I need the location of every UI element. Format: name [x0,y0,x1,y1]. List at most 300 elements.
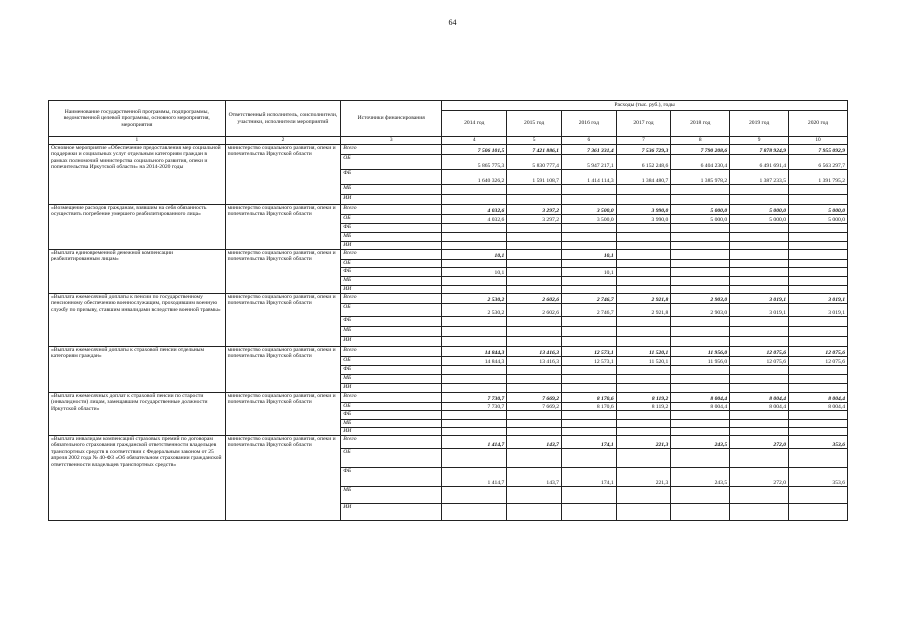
expense-value [616,384,671,393]
expense-value: 12 075,6 [730,347,789,357]
expense-value: 272,0 [730,468,789,487]
expense-value: 5 000,0 [789,215,848,224]
expense-value [789,268,848,277]
expense-value: 243,5 [671,436,730,449]
expense-value [616,375,671,384]
expense-value [442,224,507,233]
expense-value [730,317,789,327]
expense-value: 6 152 248,6 [616,155,671,170]
expense-value [616,185,671,195]
expense-value [671,337,730,347]
column-number: 7 [616,137,671,145]
expense-value [616,337,671,347]
expense-value [730,286,789,294]
expense-value: 14 844,3 [442,347,507,357]
expense-value: 7 730,7 [442,403,507,411]
header-executor: Ответственный исполнитель, соисполнители, участники, исполнители мероприятий [225,101,341,137]
expense-value: 13 416,3 [507,357,562,366]
measure-name: Основное мероприятие «Обеспечение предоставления мер социальной поддержки и социальных услуг отдельным категориям граждан в рамках полномочий министерства социального развития, опеки и попечительства Иркутской области» на 2014-2020 годы [49,145,226,205]
expense-value [789,337,848,347]
measure-executor: министерство социального развития, опеки и попечительства Иркутской области [225,436,341,521]
expense-value: 1 414,7 [442,436,507,449]
expense-value: 3 019,1 [789,304,848,317]
expense-value: 5 000,0 [730,205,789,215]
expense-value [789,233,848,242]
expense-value: 12 573,1 [561,347,616,357]
column-number: 6 [561,137,616,145]
funding-source: ИИ [341,195,442,205]
expense-value [561,504,616,521]
expense-value [671,286,730,294]
column-number: 3 [341,137,442,145]
expense-value: 143,7 [507,436,562,449]
expense-value [789,420,848,428]
header-year: 2016 год [561,111,616,137]
expense-value: 8 004,4 [730,403,789,411]
table-row [49,347,848,357]
funding-source: Всего [341,294,442,304]
header-source: Источники финансирования [341,101,442,137]
expense-value [730,366,789,375]
expense-value: 8 004,4 [789,393,848,403]
expense-value [789,224,848,233]
measure-name: «Выплата ежемесячной доплаты к пенсии по государственному пенсионному обеспечению военнослужащим, проходившим военную службу по призыву, ставшим инвалидами вследствие военной травмы» [49,294,226,347]
column-number-row [49,137,848,145]
expense-value [442,260,507,268]
expense-value: 7 790 208,6 [671,145,730,155]
expense-value: 8 170,6 [561,403,616,411]
expense-value [616,268,671,277]
expense-value [616,428,671,436]
expense-value [561,384,616,393]
expense-value: 2 602,6 [507,304,562,317]
expense-value [442,277,507,286]
funding-source: ФБ [341,468,442,487]
expense-value [616,327,671,337]
funding-source: ОБ [341,403,442,411]
expense-value: 7 669,2 [507,393,562,403]
expense-value: 5 000,0 [789,205,848,215]
expense-value [730,195,789,205]
expense-value: 1 384 480,7 [616,170,671,185]
column-number: 5 [507,137,562,145]
expense-value: 10,1 [442,268,507,277]
header-year: 2015 год [507,111,562,137]
expense-value [561,366,616,375]
expense-value: 2 746,7 [561,304,616,317]
expense-value: 11 520,1 [616,357,671,366]
expense-value: 8 170,6 [561,393,616,403]
expense-value: 8 119,2 [616,403,671,411]
expense-value [442,420,507,428]
expense-value: 7 955 092,9 [789,145,848,155]
expense-value [671,277,730,286]
expense-value: 3 500,0 [561,205,616,215]
expense-value: 12 573,1 [561,357,616,366]
expense-value: 3 990,0 [616,215,671,224]
expense-value: 3 019,1 [789,294,848,304]
expense-value: 5 865 775,3 [442,155,507,170]
measure-name: «Выплата единовременной денежной компенсации реабилитированным лицам» [49,250,226,294]
expense-value: 6 563 297,7 [789,155,848,170]
header-year: 2017 год [616,111,671,137]
expense-value: 353,6 [789,436,848,449]
expense-value [507,375,562,384]
expense-value [507,268,562,277]
expense-value: 243,5 [671,468,730,487]
expense-value [561,242,616,250]
expense-value: 6 404 230,4 [671,155,730,170]
expense-value: 7 669,2 [507,403,562,411]
funding-source: МБ [341,420,442,428]
expense-value [507,420,562,428]
measure-executor: министерство социального развития, опеки и попечительства Иркутской области [225,250,341,294]
funding-source: Всего [341,393,442,403]
expense-value [789,384,848,393]
expense-value [507,384,562,393]
expense-value: 174,1 [561,468,616,487]
expense-value [561,337,616,347]
expense-value: 1 385 978,2 [671,170,730,185]
expense-value [507,233,562,242]
funding-source: МБ [341,185,442,195]
funding-source: ФБ [341,224,442,233]
measure-executor: министерство социального развития, опеки и попечительства Иркутской области [225,294,341,347]
expense-value: 8 004,4 [671,393,730,403]
expense-value [616,277,671,286]
expense-value [730,487,789,504]
expense-value: 272,0 [730,436,789,449]
expense-value [616,242,671,250]
expense-value [789,327,848,337]
expense-value: 12 075,6 [789,357,848,366]
measure-executor: министерство социального развития, опеки и попечительства Иркутской области [225,393,341,436]
expense-value [561,195,616,205]
expense-value: 11 956,0 [671,357,730,366]
expense-value [671,504,730,521]
expense-value: 11 956,0 [671,347,730,357]
expense-value [730,224,789,233]
expense-value [507,317,562,327]
measure-executor: министерство социального развития, опеки и попечительства Иркутской области [225,205,341,250]
expense-value [507,337,562,347]
column-number: 8 [671,137,730,145]
expense-value [730,260,789,268]
expense-value [507,449,562,468]
expense-value: 3 500,0 [561,215,616,224]
funding-source: ИИ [341,286,442,294]
expense-value: 10,1 [561,268,616,277]
expense-value: 12 075,6 [730,357,789,366]
funding-source: ИИ [341,504,442,521]
expense-value: 1 414 114,3 [561,170,616,185]
expense-value [616,487,671,504]
funding-source: ОБ [341,449,442,468]
expense-value [789,428,848,436]
expense-value [442,411,507,420]
expense-value: 221,3 [616,436,671,449]
expense-value [561,277,616,286]
expense-value [442,195,507,205]
expense-value: 12 075,6 [789,347,848,357]
expense-value: 8 004,4 [671,403,730,411]
expense-value: 2 530,2 [442,294,507,304]
header-year: 2018 год [671,111,730,137]
expense-value: 8 004,4 [789,403,848,411]
expense-value [442,242,507,250]
expense-value [561,420,616,428]
header-year: 2020 год [789,111,848,137]
expense-value: 5 000,0 [671,215,730,224]
expense-value [561,233,616,242]
expense-value [789,250,848,260]
header-year: 2019 год [730,111,789,137]
expense-value [671,428,730,436]
expense-value [616,224,671,233]
expense-value: 1 414,7 [442,468,507,487]
expense-value [442,185,507,195]
funding-source: МБ [341,327,442,337]
expense-value: 4 032,6 [442,215,507,224]
table-row [49,294,848,304]
expense-value: 1 387 233,5 [730,170,789,185]
funding-source: ИИ [341,384,442,393]
column-number: 9 [730,137,789,145]
expense-value [789,242,848,250]
expense-value [507,195,562,205]
column-number: 10 [789,137,848,145]
funding-source: МБ [341,375,442,384]
expense-value: 1 591 108,7 [507,170,562,185]
expense-value [789,260,848,268]
expense-value [507,242,562,250]
expense-value [507,428,562,436]
expense-value [507,504,562,521]
expense-value [561,224,616,233]
funding-source: ФБ [341,317,442,327]
expense-value [671,268,730,277]
expense-value [561,411,616,420]
expense-value [671,420,730,428]
funding-source: ИИ [341,428,442,436]
expense-value [561,286,616,294]
funding-source: МБ [341,233,442,242]
expense-value [442,384,507,393]
expense-value [507,487,562,504]
expense-value [442,504,507,521]
expense-value [507,286,562,294]
measure-executor: министерство социального развития, опеки и попечительства Иркутской области [225,145,341,205]
expense-value: 3 297,2 [507,205,562,215]
expense-value [730,428,789,436]
expense-value [442,487,507,504]
expense-value [671,366,730,375]
page-number: 64 [448,18,457,27]
expense-value [507,327,562,337]
expense-value: 10,1 [442,250,507,260]
expense-value [616,260,671,268]
funding-source: ОБ [341,260,442,268]
expense-value: 143,7 [507,468,562,487]
measure-name: «Выплата инвалидам компенсаций страховых премий по договорам обязательного страхования гражданской ответственности владельцев транспортных средств в соответствии с Федеральным законом от 25 апреля 2002 года № 40-ФЗ «Об обязательном страховании гражданской ответственности владельцев транспортных средств» [49,436,226,521]
expense-value [730,384,789,393]
expense-value [671,384,730,393]
table-row [49,145,848,155]
expense-value [671,411,730,420]
expense-value: 5 000,0 [671,205,730,215]
funding-source: Всего [341,250,442,260]
funding-source: ИИ [341,337,442,347]
expense-value [507,366,562,375]
expense-value [789,185,848,195]
expense-value [442,327,507,337]
expense-value [671,250,730,260]
header-name: Наименование государственной программы, подпрограммы, ведомственной целевой программы, основного мероприятия, мероприятия [49,101,226,137]
funding-source: ОБ [341,155,442,170]
expense-value [561,428,616,436]
expense-value: 11 520,1 [616,347,671,357]
table-body [49,145,848,521]
expense-value [730,504,789,521]
funding-source: Всего [341,205,442,215]
expense-value [671,185,730,195]
expense-value: 6 491 691,4 [730,155,789,170]
expense-value [730,337,789,347]
table-row [49,393,848,403]
expense-value [789,504,848,521]
expense-value: 4 032,6 [442,205,507,215]
expense-value: 5 000,0 [730,215,789,224]
measure-executor: министерство социального развития, опеки и попечительства Иркутской области [225,347,341,393]
expense-value [561,317,616,327]
expense-value: 353,6 [789,468,848,487]
expense-value [442,366,507,375]
expense-value [507,250,562,260]
table-row [49,205,848,215]
expense-value [789,375,848,384]
expense-value [561,487,616,504]
expense-value: 2 921,8 [616,304,671,317]
expense-value [442,449,507,468]
program-funding-table [48,100,848,521]
expense-value [671,260,730,268]
expense-value [442,233,507,242]
expense-value [671,242,730,250]
expense-value: 8 004,4 [730,393,789,403]
expense-value [442,317,507,327]
expense-value: 3 990,0 [616,205,671,215]
expense-value [730,233,789,242]
expense-value [789,449,848,468]
expense-value [789,411,848,420]
expense-value [789,487,848,504]
expense-value [561,375,616,384]
funding-source: ОБ [341,215,442,224]
expense-value [507,277,562,286]
expense-value [671,449,730,468]
funding-source: ФБ [341,170,442,185]
expense-value [789,286,848,294]
expense-value: 1 640 326,2 [442,170,507,185]
expense-value [616,504,671,521]
expense-value: 3 019,1 [730,304,789,317]
expense-value [616,449,671,468]
expense-value [789,317,848,327]
funding-source: Всего [341,436,442,449]
expense-value: 2 530,2 [442,304,507,317]
expense-value [671,233,730,242]
expense-value [730,242,789,250]
measure-name: «Выплата ежемесячных доплат к страховой пенсии по старости (инвалидности) лицам, замещавшим государственные должности Иркутской области» [49,393,226,436]
expense-value: 8 119,2 [616,393,671,403]
expense-value [671,195,730,205]
header-year: 2014 год [442,111,507,137]
expense-value: 2 602,6 [507,294,562,304]
expense-value [789,277,848,286]
expense-value [671,327,730,337]
table-row [49,436,848,449]
expense-value: 221,3 [616,468,671,487]
expense-value [730,268,789,277]
table-row [49,250,848,260]
expense-value [616,233,671,242]
expense-value: 2 921,8 [616,294,671,304]
expense-value [671,224,730,233]
expense-value: 3 297,2 [507,215,562,224]
expense-value [442,337,507,347]
funding-source: Всего [341,145,442,155]
expense-value [616,317,671,327]
expense-value [616,366,671,375]
funding-source: МБ [341,487,442,504]
expense-value [507,411,562,420]
expense-value [730,375,789,384]
expense-value: 174,1 [561,436,616,449]
expense-value [671,487,730,504]
expense-value: 2 903,0 [671,294,730,304]
expense-value [561,185,616,195]
expense-value: 7 536 729,3 [616,145,671,155]
measure-name: «Возмещение расходов гражданам, взявшим на себя обязанность осуществить погребение умершего реабилитированного лица» [49,205,226,250]
funding-source: ФБ [341,268,442,277]
expense-value: 14 844,3 [442,357,507,366]
expense-value [789,195,848,205]
expense-value: 2 903,0 [671,304,730,317]
expense-value [442,428,507,436]
expense-value [561,327,616,337]
expense-value: 3 019,1 [730,294,789,304]
funding-source: МБ [341,277,442,286]
expense-value [730,411,789,420]
expense-value [507,224,562,233]
expense-value [616,250,671,260]
expense-value [730,327,789,337]
expense-value: 13 416,3 [507,347,562,357]
expense-value: 7 361 331,4 [561,145,616,155]
expense-value: 7 506 101,5 [442,145,507,155]
funding-source: ФБ [341,366,442,375]
expense-value [730,185,789,195]
funding-source: Всего [341,347,442,357]
expense-value [561,260,616,268]
expense-value [789,366,848,375]
expense-value [616,420,671,428]
funding-source: ИИ [341,242,442,250]
expense-value: 5 830 777,4 [507,155,562,170]
expense-value: 7 730,7 [442,393,507,403]
funding-source: ОБ [341,357,442,366]
expense-value [730,420,789,428]
